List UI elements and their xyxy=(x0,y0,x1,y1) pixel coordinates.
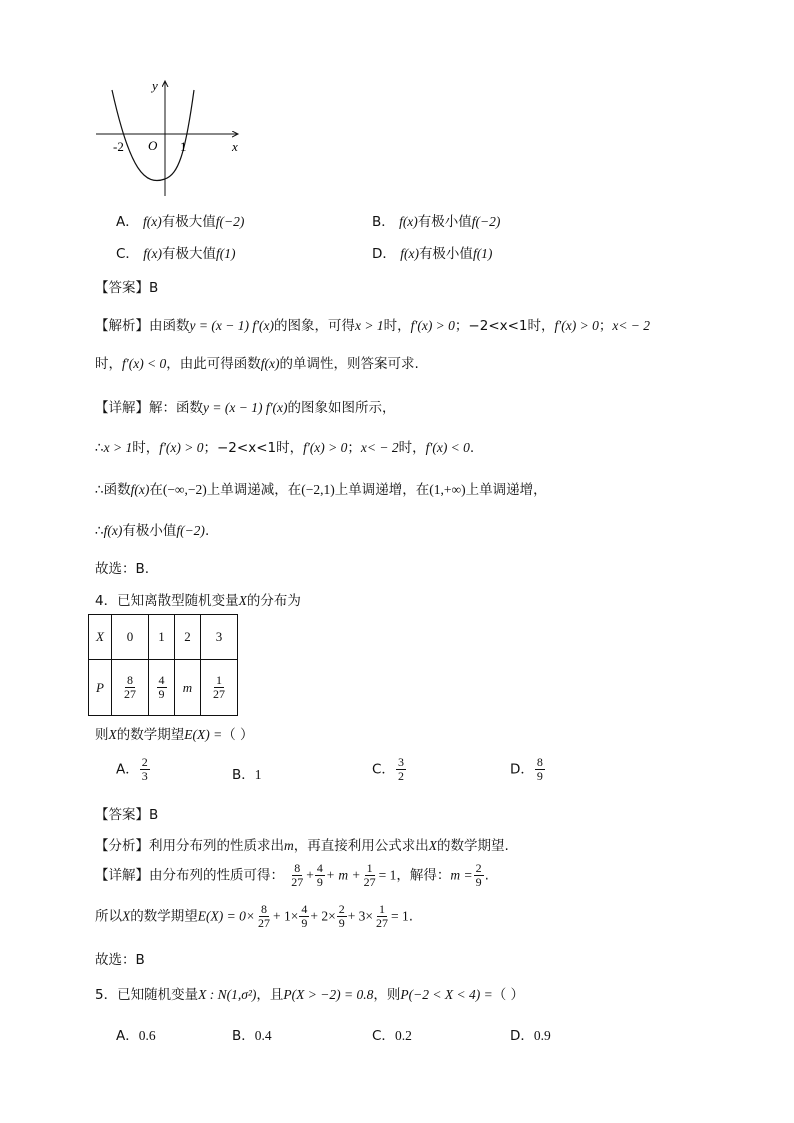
fraction-den: 9 xyxy=(158,687,165,701)
fraction-den: 9 xyxy=(338,916,345,930)
detail-formula: (1,+∞) xyxy=(429,482,466,497)
detail-op: + 2× xyxy=(310,908,336,924)
q4-ask-var: X xyxy=(108,727,117,742)
q3-option-c-letter: C． xyxy=(116,246,139,262)
analysis-text: ，再直接利用公式求出 xyxy=(293,838,429,854)
table-row xyxy=(89,660,238,716)
detail-op: m = xyxy=(450,867,473,883)
q3-option-d-val: f(1) xyxy=(472,246,493,261)
detail-text: ∴ xyxy=(95,440,104,456)
analysis-formula: y = (x − 1) f′(x) xyxy=(189,318,275,333)
fraction xyxy=(256,903,272,930)
detail-text: 上单调递增， xyxy=(465,482,547,498)
q3-option-d[interactable] xyxy=(372,242,492,262)
detail-text: 时， xyxy=(132,440,160,456)
fraction-num: 1 xyxy=(366,861,373,875)
q4-ask-text: 的数学期望 xyxy=(116,727,185,743)
answer-tag: 【答案】 xyxy=(95,807,149,823)
q3-option-b-text: 有极小值 xyxy=(417,214,472,230)
analysis-text: ，由此可得函数 xyxy=(166,356,261,372)
fraction-num: 8 xyxy=(127,673,133,687)
fraction-num: 2 xyxy=(141,755,148,769)
q4-ask xyxy=(95,723,254,743)
q3-option-b-fx: f(x) xyxy=(399,214,418,229)
detail-text: ； xyxy=(347,440,361,456)
fraction-den: 9 xyxy=(301,916,308,930)
q5-title-formula: P(X > −2) = 0.8 xyxy=(283,987,374,1002)
q3-option-c-text: 有极大值 xyxy=(161,246,216,262)
fraction xyxy=(157,674,167,701)
q3-choose: 故选：B. xyxy=(95,561,150,577)
q3-answer xyxy=(95,276,158,296)
analysis-tag: 【分析】 xyxy=(95,838,149,854)
analysis-formula: x< − 2 xyxy=(612,318,651,333)
analysis-text: 时， xyxy=(383,318,411,334)
detail-text: 解：函数 xyxy=(149,400,203,416)
q3-option-d-text: 有极小值 xyxy=(418,246,473,262)
q3-option-b-val: f(−2) xyxy=(471,214,501,229)
q4-ask-text: 则 xyxy=(95,727,109,743)
fraction-num: 2 xyxy=(338,902,345,916)
fraction xyxy=(362,862,378,889)
q5-option-c[interactable] xyxy=(372,1024,412,1044)
q5-title-text: 5．已知随机变量 xyxy=(95,987,199,1003)
table-cell: 0 xyxy=(112,615,149,660)
analysis-var: m xyxy=(284,838,294,853)
detail-formula: (−∞,−2) xyxy=(162,482,207,497)
q3-detail-line-3 xyxy=(95,478,547,498)
q4-analysis xyxy=(95,834,509,854)
curve xyxy=(112,90,194,181)
answer-tag: 【答案】 xyxy=(95,280,149,296)
detail-text: . xyxy=(408,908,414,925)
answer-value: B xyxy=(149,280,159,296)
fraction-den: 27 xyxy=(363,875,376,889)
detail-formula: y = (x − 1) f′(x) xyxy=(203,400,288,415)
q3-detail-line-1 xyxy=(95,396,396,416)
q3-option-a-fx: f(x) xyxy=(143,214,162,229)
q3-detail-line-2 xyxy=(95,436,474,456)
q5-title-text: ，且 xyxy=(256,987,284,1003)
q5-title-paren: （ ） xyxy=(492,987,524,1003)
detail-tag: 【详解】 xyxy=(95,400,149,416)
detail-formula: f(−2) xyxy=(176,523,205,538)
fraction-num: 1 xyxy=(379,902,386,916)
analysis-formula: f′(x) < 0 xyxy=(122,356,167,371)
fraction-num: 3 xyxy=(397,755,404,769)
origin-label: O xyxy=(148,138,158,153)
q4-title-text: 的分布为 xyxy=(246,593,301,609)
detail-text: ；−2<x<1时， xyxy=(203,440,304,456)
fraction-den: 27 xyxy=(257,916,270,930)
table-cell: 2 xyxy=(175,615,201,660)
detail-tag: 【详解】 xyxy=(95,867,149,884)
q4-ask-formula: E(X) = xyxy=(184,727,223,742)
detail-formula: f′(x) < 0 xyxy=(425,440,470,455)
fraction-den: 9 xyxy=(475,875,482,889)
detail-op: + xyxy=(306,867,314,883)
q4-title xyxy=(95,589,301,609)
detail-text: 上单调递减，在 xyxy=(206,482,302,498)
q4-choose: 故选：B xyxy=(95,952,145,968)
table-cell: P xyxy=(89,660,112,716)
detail-text: 上单调递增，在 xyxy=(334,482,430,498)
analysis-text: 时， xyxy=(95,356,122,372)
table-cell: 1 xyxy=(149,615,175,660)
fraction-num: 8 xyxy=(260,902,267,916)
q5-title-text: ，则 xyxy=(373,987,401,1003)
q3-option-c-fx: f(x) xyxy=(143,246,162,261)
detail-text: 所以 xyxy=(95,908,122,925)
analysis-text: ； xyxy=(598,318,613,334)
detail-op: = 1 xyxy=(378,867,397,883)
detail-formula: f(x) xyxy=(103,523,123,538)
option-letter: B． xyxy=(232,1028,255,1044)
analysis-text: 的单调性，则答案可求. xyxy=(279,356,419,372)
q4-answer xyxy=(95,803,158,823)
detail-text: 由分布列的性质可得： xyxy=(149,867,284,884)
analysis-text: ；−2<x<1时， xyxy=(454,318,555,334)
q3-option-a-val: f(−2) xyxy=(215,214,245,229)
detail-text: 有极小值 xyxy=(122,523,177,539)
option-value: 0.9 xyxy=(533,1028,551,1043)
q3-option-a-text: 有极大值 xyxy=(161,214,216,230)
table-cell: X xyxy=(89,615,112,660)
table-cell: 3 xyxy=(201,615,238,660)
detail-formula: f′(x) > 0 xyxy=(159,440,204,455)
q3-option-b[interactable] xyxy=(372,210,500,230)
q4-title-var: X xyxy=(238,593,247,608)
table-cell xyxy=(201,660,238,716)
fraction-num: 8 xyxy=(294,861,301,875)
fraction-num: 1 xyxy=(216,673,222,687)
detail-text: ，解得： xyxy=(396,867,451,884)
analysis-tag: 【解析】 xyxy=(95,318,149,334)
fraction-den: 9 xyxy=(316,875,323,889)
distribution-table xyxy=(88,614,238,716)
detail-text: 的图象如图所示， xyxy=(287,400,396,416)
fraction xyxy=(122,674,138,701)
fraction-num: 8 xyxy=(536,755,543,769)
detail-formula: x< − 2 xyxy=(360,440,399,455)
detail-op: + 1× xyxy=(272,908,299,924)
option-letter: C． xyxy=(372,1028,395,1044)
detail-op: = 1 xyxy=(391,908,409,924)
analysis-formula: f′(x) > 0 xyxy=(554,318,599,333)
table-cell: m xyxy=(175,660,201,716)
fraction xyxy=(289,862,305,889)
detail-op: + 3× xyxy=(347,908,374,924)
option-letter: B． xyxy=(232,767,255,783)
q4-title-text: 4．已知离散型随机变量 xyxy=(95,593,239,609)
detail-var: X xyxy=(122,908,131,924)
fraction-den: 3 xyxy=(141,769,148,783)
detail-text: . xyxy=(469,440,475,456)
q3-option-c-val: f(1) xyxy=(215,246,236,261)
detail-op: + m + xyxy=(325,867,361,883)
q4-expectation xyxy=(95,903,413,930)
q3-option-b-letter: B． xyxy=(372,214,395,230)
detail-op: E(X) = 0× xyxy=(197,908,255,924)
y-axis-label: y xyxy=(152,78,158,93)
option-value: 0.4 xyxy=(254,1028,272,1043)
q3-option-a[interactable] xyxy=(116,210,244,230)
q4-option-a[interactable] xyxy=(116,756,151,783)
q4-ask-paren: （ ） xyxy=(222,727,254,743)
fraction xyxy=(140,756,150,783)
fraction-num: 2 xyxy=(475,861,482,875)
q4-detail xyxy=(95,862,489,889)
option-letter: C． xyxy=(372,761,395,778)
fraction-den: 2 xyxy=(397,769,404,783)
detail-text: . xyxy=(484,867,489,884)
fraction-num: 4 xyxy=(158,673,165,687)
analysis-text: 由函数 xyxy=(149,318,190,334)
x-axis-label: x xyxy=(232,139,238,154)
q5-option-a[interactable] xyxy=(116,1024,156,1044)
fraction-den: 27 xyxy=(213,687,225,701)
detail-text: ∴ xyxy=(95,523,104,539)
table-cell xyxy=(112,660,149,716)
q3-analysis-line-2 xyxy=(95,352,419,372)
analysis-formula: f(x) xyxy=(260,356,280,371)
option-letter: A． xyxy=(116,1028,139,1044)
q3-option-d-fx: f(x) xyxy=(400,246,419,261)
q3-option-a-letter: A． xyxy=(116,214,139,230)
fraction-num: 4 xyxy=(301,902,308,916)
fraction xyxy=(535,756,545,783)
answer-value: B xyxy=(149,807,159,823)
fraction xyxy=(299,903,309,930)
option-letter: D． xyxy=(510,761,534,778)
detail-formula: (−2,1) xyxy=(301,482,335,497)
detail-text: 在 xyxy=(149,482,163,498)
detail-formula: x > 1 xyxy=(103,440,133,455)
detail-formula: f(x) xyxy=(130,482,150,497)
fraction-den: 27 xyxy=(376,916,389,930)
detail-text: 的数学期望 xyxy=(130,908,198,925)
option-letter: D． xyxy=(510,1028,534,1044)
option-letter: A． xyxy=(116,761,139,778)
q3-option-d-letter: D． xyxy=(372,246,396,262)
fraction xyxy=(474,862,484,889)
q5-title-formula: X : N(1,σ²) xyxy=(198,987,257,1002)
detail-text: ∴函数 xyxy=(95,482,131,498)
table-cell xyxy=(149,660,175,716)
q5-title xyxy=(95,983,524,1003)
fraction-den: 27 xyxy=(291,875,304,889)
q4-option-b[interactable] xyxy=(232,763,262,783)
analysis-formula: f′(x) > 0 xyxy=(410,318,455,333)
q3-option-c[interactable] xyxy=(116,242,235,262)
analysis-text: 的图象，可得 xyxy=(274,318,356,334)
q5-title-formula: P(−2 < X < 4) = xyxy=(400,987,493,1002)
tick-1: 1 xyxy=(180,139,187,154)
fraction xyxy=(315,862,325,889)
analysis-formula: x > 1 xyxy=(355,318,384,333)
option-value: 1 xyxy=(254,767,262,782)
fraction xyxy=(337,903,347,930)
option-value: 0.6 xyxy=(138,1028,156,1043)
tick-neg2: -2 xyxy=(113,139,124,154)
option-value: 0.2 xyxy=(394,1028,412,1043)
fraction xyxy=(374,903,390,930)
fraction xyxy=(211,674,227,701)
fraction xyxy=(396,756,406,783)
analysis-var: X xyxy=(428,838,437,853)
analysis-text: 利用分布列的性质求出 xyxy=(149,838,284,854)
q4-option-c[interactable] xyxy=(372,756,407,783)
fraction-den: 27 xyxy=(124,687,136,701)
fraction-den: 9 xyxy=(536,769,543,783)
detail-text: . xyxy=(204,523,210,539)
detail-text: 时， xyxy=(398,440,426,456)
analysis-text: 的数学期望. xyxy=(437,838,509,854)
q3-analysis-line-1 xyxy=(95,314,650,334)
q5-option-d[interactable] xyxy=(510,1024,551,1044)
fraction-num: 4 xyxy=(316,861,323,875)
detail-formula: f′(x) > 0 xyxy=(303,440,348,455)
q3-detail-line-4 xyxy=(95,519,209,539)
table-row xyxy=(89,615,238,660)
q4-option-d[interactable] xyxy=(510,756,546,783)
function-graph xyxy=(90,76,250,201)
q5-option-b[interactable] xyxy=(232,1024,272,1044)
